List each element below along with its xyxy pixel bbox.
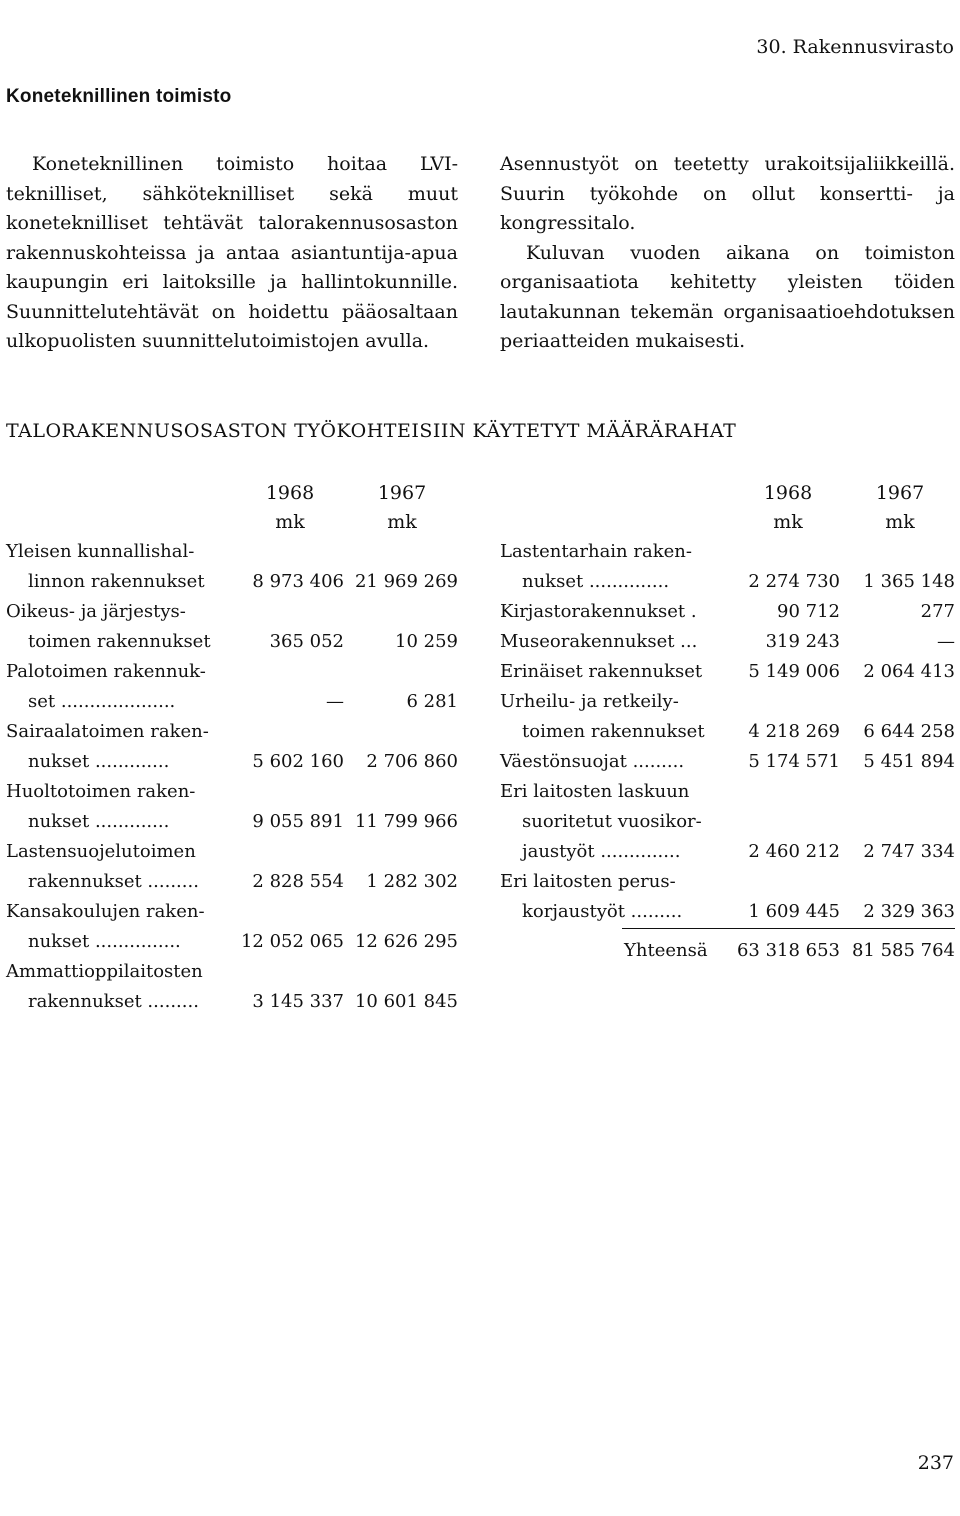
table-row	[6, 567, 458, 597]
table-row	[6, 597, 458, 627]
value-1968: 5 602 160	[252, 751, 344, 772]
right-year-1967: 1967	[875, 482, 925, 504]
row-label: nukset .............	[28, 811, 170, 832]
table-row	[500, 747, 955, 777]
table-row	[6, 897, 458, 927]
table-row	[500, 897, 955, 927]
row-label: Väestönsuojat .........	[500, 751, 685, 772]
row-label: linnon rakennukset	[28, 571, 205, 592]
table-row	[6, 957, 458, 987]
table-row	[500, 777, 955, 807]
table-row	[6, 657, 458, 687]
value-1967: 1 282 302	[366, 871, 458, 892]
row-label: toimen rakennukset	[28, 631, 211, 652]
row-label: rakennukset .........	[28, 871, 199, 892]
right-unit-1968: mk	[773, 511, 803, 533]
left-unit-1968: mk	[275, 511, 305, 533]
row-label: set ....................	[28, 691, 176, 712]
table-row	[500, 867, 955, 897]
value-1967: 21 969 269	[354, 571, 458, 592]
table-row	[500, 627, 955, 657]
table-row	[500, 537, 955, 567]
value-1968: 8 973 406	[252, 571, 344, 592]
row-label: Kirjastorakennukset .	[500, 601, 697, 622]
right-year-1968: 1968	[763, 482, 813, 504]
table-row	[6, 537, 458, 567]
table-row	[6, 927, 458, 957]
table-row	[6, 867, 458, 897]
row-label: rakennukset .........	[28, 991, 199, 1012]
value-1968: 2 274 730	[748, 571, 840, 592]
value-1968: 365 052	[269, 631, 344, 652]
value-1967: 6 281	[406, 691, 458, 712]
row-label: suoritetut vuosikor-	[522, 811, 702, 832]
row-label: Urheilu- ja retkeily-	[500, 691, 679, 712]
table-row	[6, 627, 458, 657]
row-label: Museorakennukset ...	[500, 631, 698, 652]
value-1968: 1 609 445	[748, 901, 840, 922]
row-label: nukset .............	[28, 751, 170, 772]
left-unit-1967: mk	[387, 511, 417, 533]
value-1967: 2 747 334	[863, 841, 955, 862]
table-row	[500, 657, 955, 687]
value-1968: 5 174 571	[748, 751, 840, 772]
table-row	[6, 837, 458, 867]
row-label: Sairaalatoimen raken-	[6, 721, 209, 742]
row-label: Eri laitosten laskuun	[500, 781, 690, 802]
left-paragraph: Koneteknillinen toimisto hoitaa LVI-teknilliset, sähköteknilliset sekä muut koneteknilliset tehtävät talorakennusosaston rakennuskohteissa ja antaa asiantuntija-apua kaupungin eri laitoksille ja hallintokunnille. Suunnittelutehtävät on hoidettu pääosaltaan ulkopuolisten suunnittelutoimistojen avulla.	[6, 153, 458, 352]
value-1968: 319 243	[765, 631, 840, 652]
left-appropriations-table	[6, 537, 458, 1017]
value-1967: 5 451 894	[863, 751, 955, 772]
value-1967: 6 644 258	[863, 721, 955, 742]
row-label: Oikeus- ja järjestys-	[6, 601, 186, 622]
row-label: Lastensuojelutoimen	[6, 841, 196, 862]
total-rule	[622, 928, 955, 929]
section-title: Koneteknillinen toimisto	[6, 86, 232, 107]
row-label: Lastentarhain raken-	[500, 541, 692, 562]
table-row	[6, 747, 458, 777]
page-number: 237	[917, 1452, 954, 1474]
right-unit-1967: mk	[885, 511, 915, 533]
left-year-1968: 1968	[265, 482, 315, 504]
value-1967: 2 706 860	[366, 751, 458, 772]
value-1968: 12 052 065	[240, 931, 344, 952]
value-1968: 3 145 337	[252, 991, 344, 1012]
row-label: Palotoimen rakennuk-	[6, 661, 206, 682]
right-column-text	[500, 150, 955, 357]
table-title: TALORAKENNUSOSASTON TYÖKOHTEISIIN KÄYTETYT MÄÄRÄRAHAT	[6, 420, 737, 442]
row-label: Kansakoulujen raken-	[6, 901, 205, 922]
value-1968: —	[326, 691, 344, 712]
table-row	[6, 987, 458, 1017]
right-paragraph-1: Asennustyöt on teetetty urakoitsijaliikkeillä. Suurin työkohde on ollut konsertti- ja kongressitalo.	[500, 153, 955, 234]
row-label: Ammattioppilaitosten	[6, 961, 203, 982]
total-1967: 81 585 764	[851, 940, 955, 961]
row-label: nukset ..............	[522, 571, 670, 592]
value-1967: 2 329 363	[863, 901, 955, 922]
row-label: Huoltotoimen raken-	[6, 781, 196, 802]
table-row	[6, 777, 458, 807]
left-column-text	[6, 150, 458, 357]
value-1968: 2 828 554	[252, 871, 344, 892]
table-row	[500, 567, 955, 597]
table-row	[500, 717, 955, 747]
value-1968: 90 712	[777, 601, 840, 622]
value-1968: 9 055 891	[252, 811, 344, 832]
value-1967: 11 799 966	[354, 811, 458, 832]
value-1967: 12 626 295	[354, 931, 458, 952]
row-label: jaustyöt ..............	[522, 841, 681, 862]
table-row	[6, 717, 458, 747]
row-label: nukset ...............	[28, 931, 181, 952]
table-row	[500, 837, 955, 867]
right-appropriations-table	[500, 537, 955, 927]
row-label: korjaustyöt .........	[522, 901, 683, 922]
total-row	[500, 936, 955, 966]
value-1968: 2 460 212	[748, 841, 840, 862]
total-1968: 63 318 653	[736, 940, 840, 961]
value-1967: —	[937, 631, 955, 652]
table-row	[6, 687, 458, 717]
value-1967: 10 601 845	[354, 991, 458, 1012]
row-label: Eri laitosten perus-	[500, 871, 676, 892]
row-label: toimen rakennukset	[522, 721, 705, 742]
value-1968: 4 218 269	[748, 721, 840, 742]
row-label: Yleisen kunnallishal-	[6, 541, 195, 562]
table-row	[500, 687, 955, 717]
value-1967: 277	[920, 601, 955, 622]
value-1968: 5 149 006	[748, 661, 840, 682]
left-year-1967: 1967	[377, 482, 427, 504]
value-1967: 10 259	[395, 631, 458, 652]
row-label: Erinäiset rakennukset	[500, 661, 703, 682]
table-row	[500, 807, 955, 837]
table-row	[6, 807, 458, 837]
value-1967: 1 365 148	[863, 571, 955, 592]
right-paragraph-2: Kuluvan vuoden aikana on toimiston organisaatiota kehitetty yleisten töiden lautakunnan tekemän organisaatioehdotuksen periaatteiden mukaisesti.	[500, 241, 955, 352]
running-header: 30. Rakennusvirasto	[756, 36, 954, 58]
value-1967: 2 064 413	[863, 661, 955, 682]
total-label: Yhteensä	[624, 940, 708, 961]
table-row	[500, 597, 955, 627]
